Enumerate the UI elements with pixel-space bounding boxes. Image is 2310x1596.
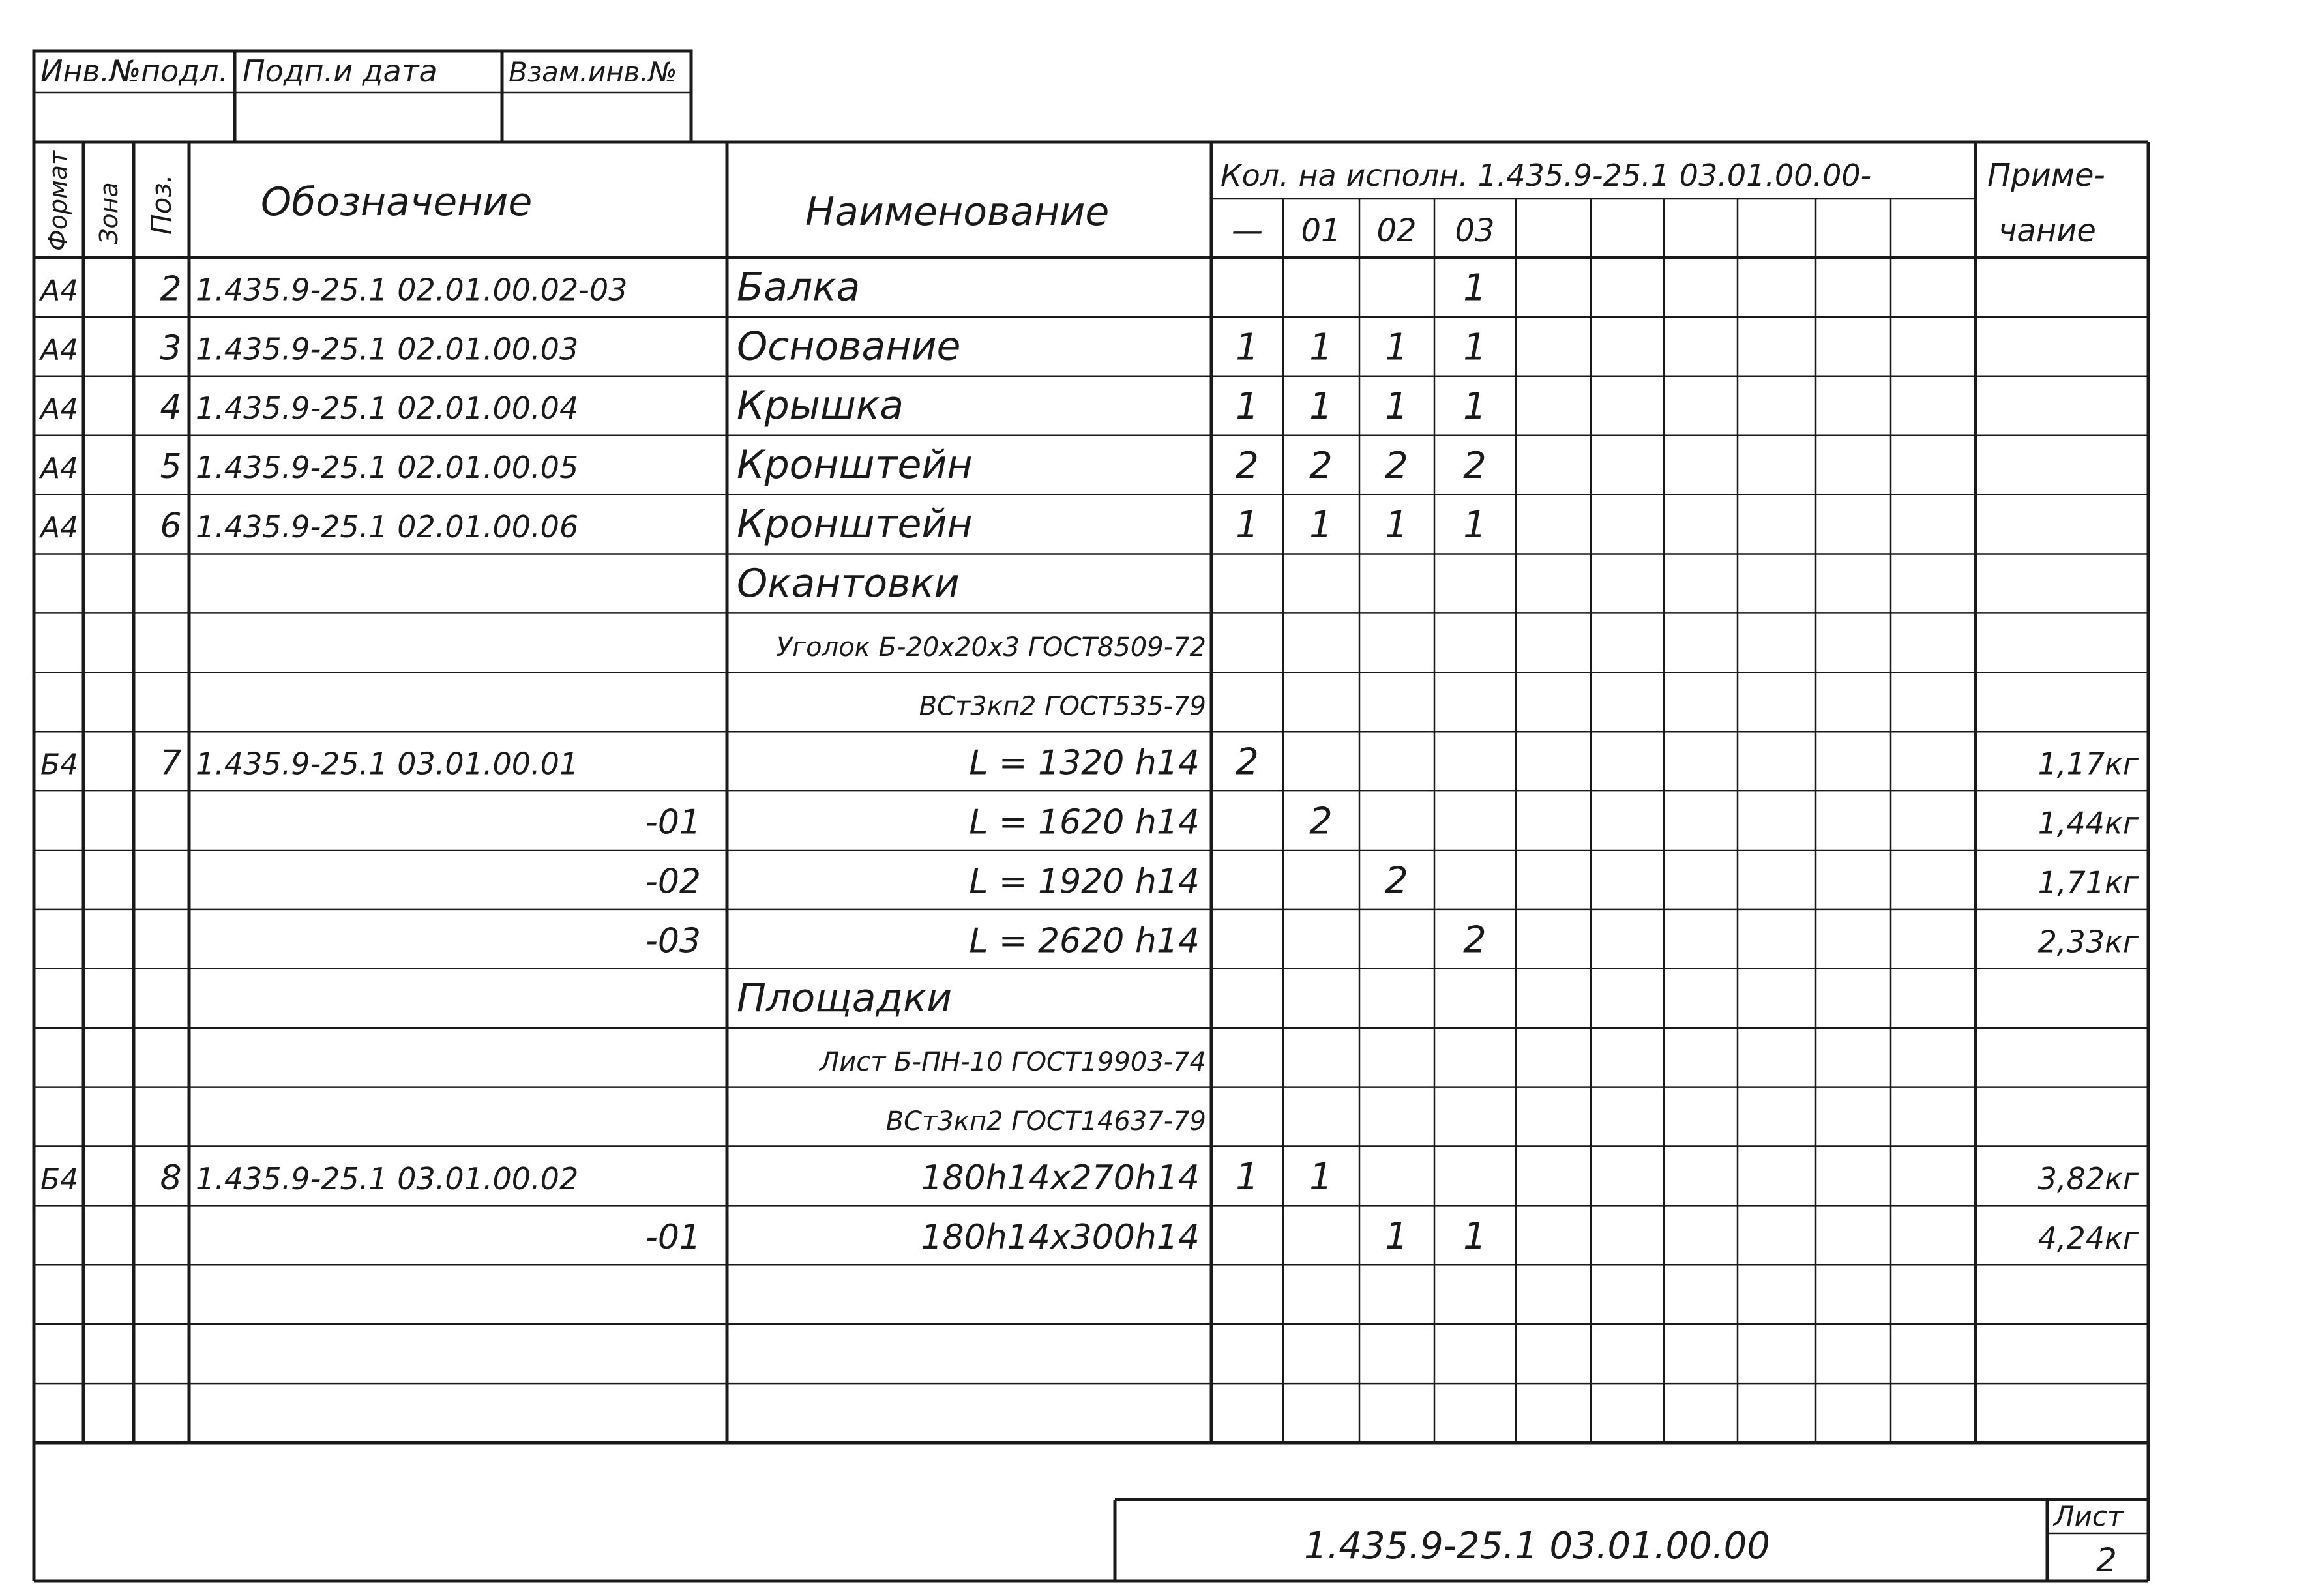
table-body [34, 264, 2148, 1383]
row-designation: 1.435.9-25.1 02.01.00.03 [196, 331, 579, 367]
stamp-block [34, 51, 691, 142]
header-variant-1: 01 [1301, 213, 1341, 249]
row-designation: 1.435.9-25.1 02.01.00.06 [196, 509, 579, 545]
header-note-line2: чание [1998, 213, 2096, 249]
row-designation: -03 [645, 921, 701, 961]
stamp-inv-no-label: Инв.№подл. [40, 53, 229, 89]
row-name: 180h14x300h14 [921, 1217, 1200, 1257]
row-name: Кронштейн [737, 501, 973, 548]
header-name: Наименование [805, 189, 1110, 235]
row-qty-0: 2 [1236, 741, 1259, 784]
row-designation: -01 [645, 1217, 701, 1257]
header-pos: Поз. [145, 174, 177, 235]
row-qty-1: 1 [1309, 326, 1333, 369]
row-qty-1: 1 [1309, 504, 1333, 547]
row-format: А4 [40, 333, 79, 367]
header-zone: Зона [95, 182, 123, 244]
stamp-replace-inv-label: Взам.инв.№ [509, 56, 677, 88]
row-qty-2: 2 [1385, 445, 1408, 488]
row-pos: 3 [160, 329, 182, 368]
row-qty-3: 2 [1463, 919, 1487, 962]
row-name: L = 1320 h14 [969, 743, 1200, 783]
row-qty-0: 2 [1236, 445, 1259, 488]
row-designation: 1.435.9-25.1 03.01.00.01 [196, 746, 579, 782]
row-note: 1,17кг [2037, 746, 2139, 782]
row-pos: 8 [160, 1158, 182, 1198]
row-format: А4 [40, 511, 79, 545]
row-format: Б4 [40, 748, 79, 782]
row-qty-3: 2 [1463, 445, 1487, 488]
row-qty-3: 1 [1463, 504, 1487, 547]
row-pos: 4 [160, 388, 182, 428]
sheet-label: Лист [2054, 1500, 2124, 1532]
header-qty-title: Кол. на исполн. 1.435.9-25.1 03.01.00.00- [1221, 158, 1872, 193]
row-qty-3: 1 [1463, 1215, 1487, 1258]
row-qty-0: 1 [1236, 326, 1259, 369]
table-header [44, 149, 2105, 251]
row-name: Лист Б-ПН-10 ГОСТ19903-74 [820, 1047, 1206, 1078]
row-qty-2: 1 [1385, 326, 1408, 369]
row-name: Уголок Б-20х20х3 ГОСТ8509-72 [776, 632, 1206, 662]
row-qty-2: 1 [1385, 504, 1408, 547]
row-qty-3: 1 [1463, 326, 1487, 369]
stamp-sign-date-label: Подп.и дата [243, 53, 437, 89]
row-name: Основание [737, 323, 961, 370]
row-qty-0: 1 [1236, 385, 1259, 428]
row-qty-2: 2 [1385, 859, 1408, 902]
row-qty-3: 1 [1463, 385, 1487, 428]
row-note: 1,44кг [2037, 805, 2139, 841]
row-qty-3: 1 [1463, 267, 1487, 310]
row-qty-1: 2 [1309, 800, 1333, 843]
header-designation: Обозначение [261, 179, 533, 225]
row-format: А4 [40, 392, 79, 426]
row-name: 180h14x270h14 [921, 1158, 1200, 1198]
row-format: А4 [40, 274, 79, 308]
row-qty-0: 1 [1236, 1155, 1259, 1198]
header-note-line1: Приме- [1987, 157, 2105, 194]
row-pos: 2 [160, 269, 182, 309]
row-name: ВСт3кп2 ГОСТ535-79 [919, 691, 1206, 722]
row-note: 2,33кг [2037, 924, 2139, 960]
row-note: 4,24кг [2037, 1220, 2139, 1256]
row-designation: 1.435.9-25.1 02.01.00.04 [196, 391, 579, 426]
row-qty-1: 1 [1309, 1155, 1333, 1198]
doc-number: 1.435.9-25.1 03.01.00.00 [1304, 1525, 1770, 1567]
row-name: Площадки [737, 975, 953, 1022]
row-qty-1: 2 [1309, 445, 1333, 488]
sheet-number: 2 [2096, 1541, 2117, 1579]
row-designation: 1.435.9-25.1 03.01.00.02 [196, 1160, 579, 1196]
row-name: L = 1620 h14 [969, 803, 1200, 842]
row-qty-1: 1 [1309, 385, 1333, 428]
row-name: Балка [737, 264, 861, 310]
row-note: 3,82кг [2037, 1160, 2139, 1196]
row-qty-2: 1 [1385, 385, 1408, 428]
row-name: L = 2620 h14 [969, 921, 1200, 961]
row-format: А4 [40, 452, 79, 486]
row-name: L = 1920 h14 [969, 862, 1200, 902]
row-name: Кронштейн [737, 442, 973, 488]
header-variant-3: 03 [1455, 213, 1495, 249]
row-designation: 1.435.9-25.1 02.01.00.02-03 [196, 272, 628, 308]
row-name: ВСт3кп2 ГОСТ14637-79 [885, 1106, 1206, 1137]
row-note: 1,71кг [2037, 864, 2139, 900]
row-pos: 5 [160, 447, 182, 487]
header-format: Формат [44, 150, 72, 251]
row-name: Окантовки [737, 560, 960, 606]
row-pos: 7 [160, 743, 182, 783]
title-block [1115, 1500, 2148, 1581]
header-variant-2: 02 [1376, 213, 1417, 249]
row-designation: -01 [645, 803, 701, 842]
row-format: Б4 [40, 1162, 79, 1196]
row-qty-0: 1 [1236, 504, 1259, 547]
row-designation: 1.435.9-25.1 02.01.00.05 [196, 450, 579, 486]
row-name: Крышка [737, 383, 904, 429]
row-designation: -02 [645, 862, 701, 902]
row-qty-2: 1 [1385, 1215, 1408, 1258]
header-variant-0: — [1232, 213, 1263, 249]
row-pos: 6 [160, 507, 182, 546]
